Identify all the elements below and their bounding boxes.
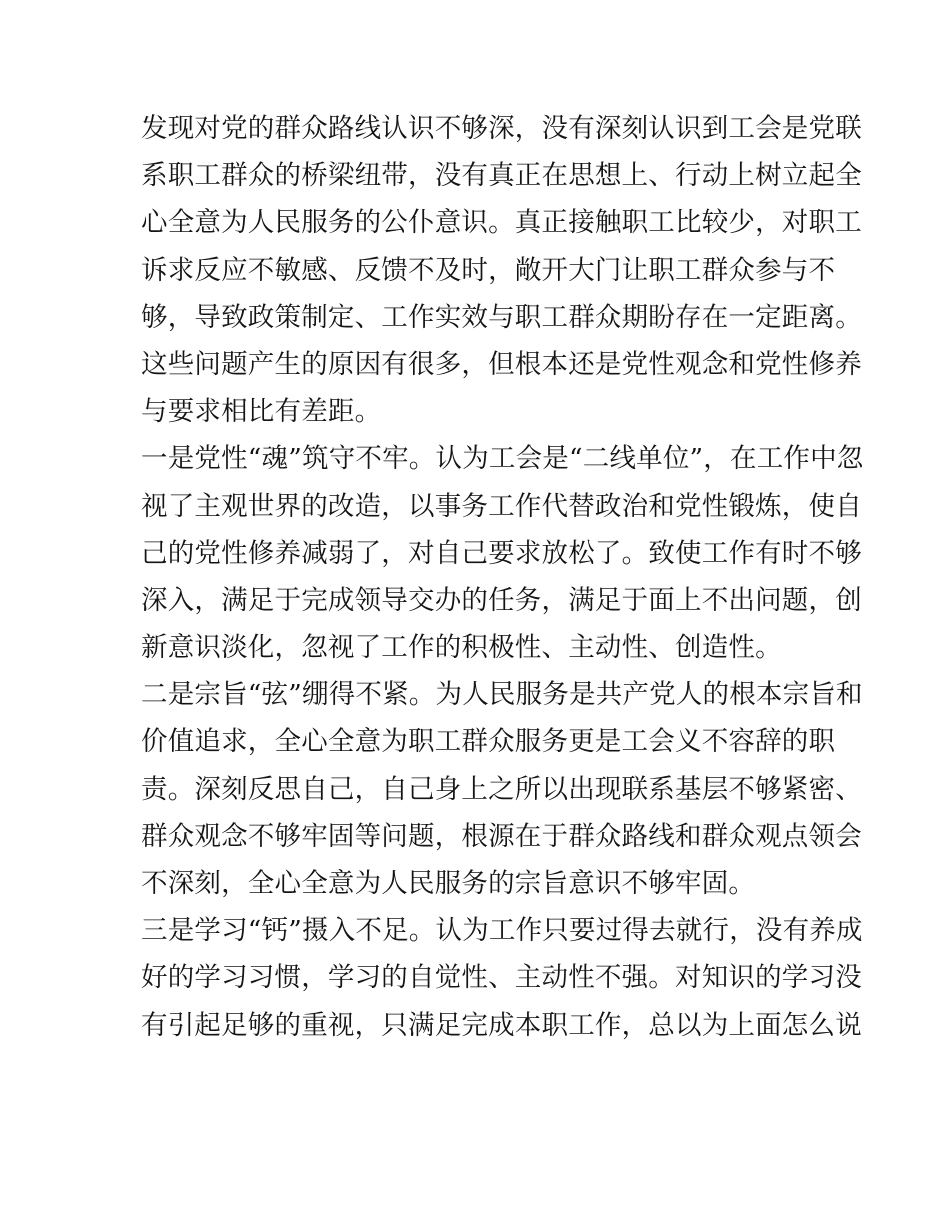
text-line: 不深刻，全心全意为人民服务的宗旨意识不够牢固。 [141,868,756,899]
text-line: 责。深刻反思自己，自己身上之所以出现联系基层不够紧密、 [141,773,862,805]
text-line: 有引起足够的重视，只满足完成本职工作，总以为上面怎么说 [141,1009,862,1041]
text-line: 三是学习“钙”摄入不足。认为工作只要过得去就行，没有养成 [141,915,863,947]
text-line: 价值追求，全心全意为职工群众服务更是工会义不容辞的职 [141,726,836,758]
text-line: 己的党性修养减弱了，对自己要求放松了。致使工作有时不够 [141,537,862,569]
text-line: 群众观念不够牢固等问题，根源在于群众路线和群众观点领会 [141,820,862,852]
text-line: 够，导致政策制定、工作实效与职工群众期盼存在一定距离。 [141,301,862,333]
text-line: 心全意为人民服务的公仆意识。真正接触职工比较少，对职工 [141,207,862,239]
text-line: 视了主观世界的改造，以事务工作代替政治和党性锻炼，使自 [141,490,862,522]
text-line: 深入，满足于完成领导交办的任务，满足于面上不出问题，创 [141,584,862,616]
text-line: 发现对党的群众路线认识不够深，没有深刻认识到工会是党联 [141,113,862,144]
text-line: 系职工群众的桥梁纽带，没有真正在思想上、行动上树立起全 [141,160,862,192]
text-line: 新意识淡化，忽视了工作的积极性、主动性、创造性。 [141,632,782,664]
text-line: 二是宗旨“弦”绷得不紧。为人民服务是共产党人的根本宗旨和 [141,679,863,711]
text-line: 诉求反应不敏感、反馈不及时，敞开大门让职工群众参与不 [141,254,836,286]
text-line: 好的学习习惯，学习的自觉性、主动性不强。对知识的学习没 [141,962,862,994]
text-line: 一是党性“魂”筑守不牢。认为工会是“二线单位”，在工作中忽 [141,443,864,475]
text-line: 这些问题产生的原因有很多，但根本还是党性观念和党性修养 [141,348,862,380]
text-line: 与要求相比有差距。 [141,396,382,428]
document-body [141,105,864,1049]
